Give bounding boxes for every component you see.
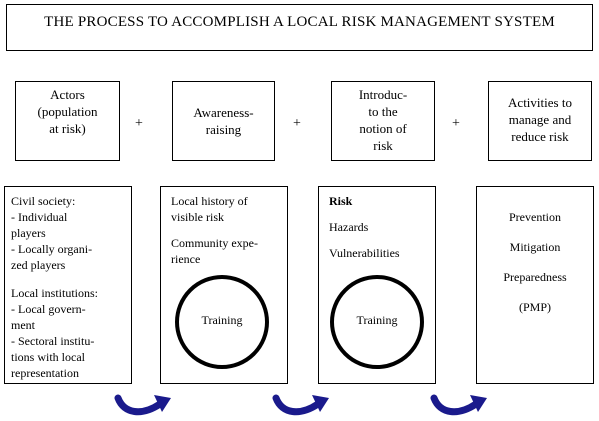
- activity-item: (PMP): [518, 300, 551, 314]
- awareness-line: Local history of visible risk: [171, 194, 248, 224]
- curved-arrow-icon: [114, 392, 174, 420]
- training-label: Training: [356, 313, 398, 327]
- actors-line: - Local govern- ment: [11, 302, 86, 332]
- actors-line: Local institutions:: [11, 286, 98, 300]
- activity-item: Prevention: [509, 210, 561, 224]
- risk-item: Hazards: [329, 220, 369, 234]
- activity-item: Preparedness: [503, 270, 567, 284]
- header-risk-notion: [331, 81, 435, 161]
- training-label: Training: [201, 313, 243, 327]
- detail-risk-text: [329, 193, 431, 261]
- detail-activities-text: [481, 209, 589, 315]
- plus-sign-2: +: [293, 116, 301, 131]
- activity-item: Mitigation: [509, 240, 561, 254]
- header-risk-notion-label: Introduc- to the notion of risk: [358, 87, 408, 153]
- header-awareness-label: Awareness- raising: [193, 105, 254, 137]
- awareness-line: Community expe- rience: [171, 236, 258, 266]
- detail-awareness: [160, 186, 288, 384]
- actors-line: - Locally organi- zed players: [11, 242, 93, 272]
- detail-actors-text: [11, 193, 127, 381]
- title-box: [6, 4, 593, 51]
- header-awareness: [172, 81, 275, 161]
- detail-activities: [476, 186, 594, 384]
- plus-sign-3: +: [452, 116, 460, 131]
- header-activities-label: Activities to manage and reduce risk: [508, 95, 572, 144]
- training-circle: [330, 275, 424, 369]
- curved-arrow-icon: [272, 392, 332, 420]
- detail-actors: [4, 186, 132, 384]
- detail-risk: [318, 186, 436, 384]
- diagram-title: THE PROCESS TO ACCOMPLISH A LOCAL RISK MANAGEMENT SYSTEM: [44, 14, 555, 30]
- risk-item: Vulnerabilities: [329, 246, 400, 260]
- risk-heading: Risk: [329, 194, 353, 208]
- actors-line: Civil society:: [11, 194, 76, 208]
- plus-sign-1: +: [135, 116, 143, 131]
- curved-arrow-icon: [430, 392, 490, 420]
- training-circle: [175, 275, 269, 369]
- header-activities: [488, 81, 592, 161]
- actors-line: - Individual players: [11, 210, 68, 240]
- detail-awareness-text: [171, 193, 283, 267]
- header-actors-label: Actors (population at risk): [37, 87, 98, 136]
- header-actors: [15, 81, 120, 161]
- actors-line: - Sectoral institu- tions with local representation: [11, 334, 95, 380]
